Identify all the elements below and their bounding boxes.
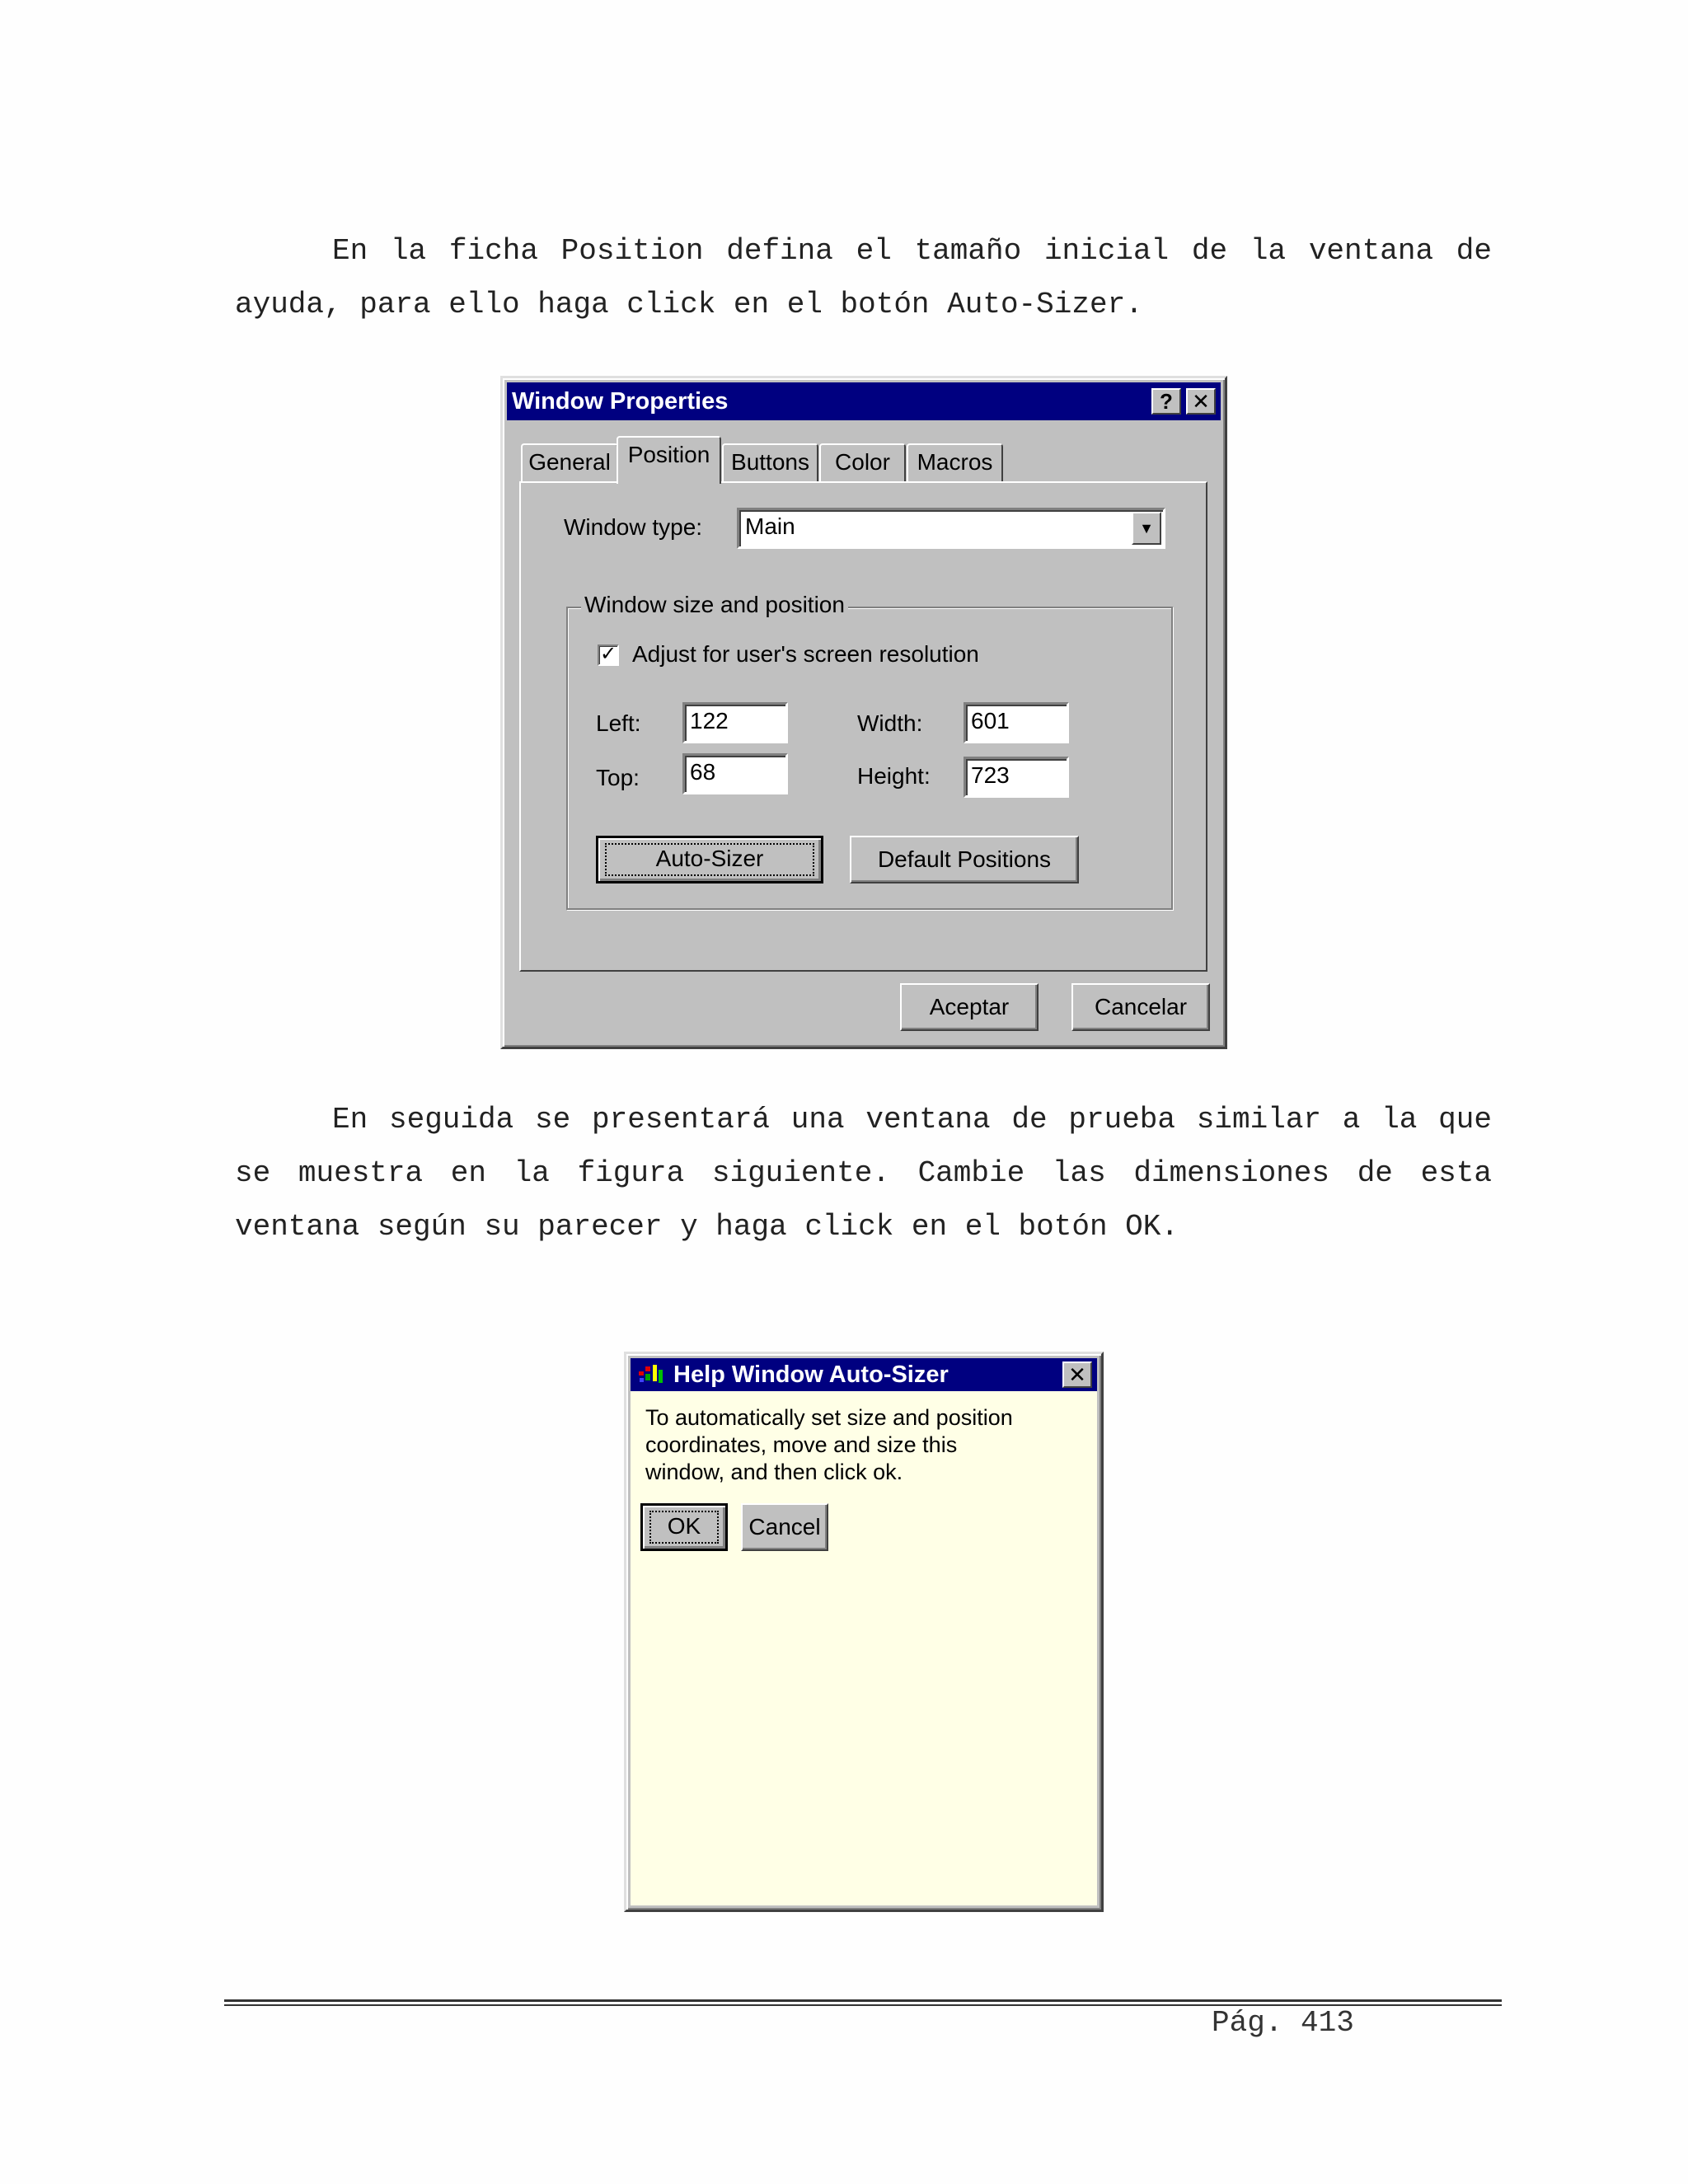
footer-rule bbox=[224, 1999, 1502, 2002]
default-positions-button-label: Default Positions bbox=[877, 846, 1052, 872]
auto-sizer-body bbox=[631, 1391, 1097, 1905]
auto-sizer-titlebar[interactable] bbox=[631, 1358, 1097, 1391]
auto-sizer-button-label: Auto-Sizer bbox=[655, 846, 764, 871]
auto-sizer-window bbox=[624, 1352, 1104, 1912]
top-label: Top: bbox=[596, 765, 640, 790]
window-type-value: Main bbox=[745, 513, 795, 539]
paragraph-next-step bbox=[235, 1093, 1492, 1254]
left-label: Left: bbox=[596, 710, 641, 736]
close-icon[interactable]: ✕ bbox=[1062, 1361, 1092, 1388]
adjust-resolution-label: Adjust for user's screen resolution bbox=[632, 641, 979, 667]
auto-sizer-message: To automatically set size and position coordinates, move and size this window, and then click ok. bbox=[645, 1405, 1013, 1484]
window-size-position-group bbox=[566, 592, 1173, 910]
paragraph-intro bbox=[235, 224, 1492, 331]
cancelar-button[interactable] bbox=[1071, 983, 1210, 1031]
tab-general[interactable]: General bbox=[521, 443, 618, 481]
tab-color[interactable]: Color bbox=[819, 443, 906, 481]
width-label: Width: bbox=[857, 710, 923, 736]
ok-button-label: OK bbox=[667, 1513, 701, 1539]
aceptar-button[interactable] bbox=[900, 983, 1039, 1031]
dialog-title: Window Properties bbox=[512, 388, 729, 415]
tab-macros[interactable]: Macros bbox=[907, 443, 1003, 481]
window-properties-dialog bbox=[500, 376, 1227, 1049]
close-icon[interactable]: ✕ bbox=[1186, 388, 1216, 415]
cancel-button-label: Cancel bbox=[748, 1514, 821, 1540]
cancelar-button-label: Cancelar bbox=[1094, 994, 1188, 1019]
tab-position[interactable]: Position bbox=[617, 436, 721, 484]
tab-buttons[interactable]: Buttons bbox=[722, 443, 818, 481]
help-icon[interactable]: ? bbox=[1151, 388, 1181, 415]
app-icon bbox=[637, 1363, 667, 1386]
dialog-titlebar[interactable] bbox=[507, 382, 1221, 420]
chevron-down-icon[interactable]: ▼ bbox=[1132, 512, 1161, 545]
window-type-label: Window type: bbox=[564, 514, 703, 540]
auto-sizer-button[interactable] bbox=[596, 836, 823, 883]
group-label: Window size and position bbox=[581, 592, 848, 618]
height-label: Height: bbox=[857, 763, 931, 789]
auto-sizer-title: Help Window Auto-Sizer bbox=[673, 1361, 949, 1388]
height-field[interactable]: 723 bbox=[964, 757, 1069, 798]
ok-button[interactable] bbox=[640, 1503, 728, 1551]
window-type-select[interactable] bbox=[737, 508, 1165, 549]
paragraph-text: En seguida se presentará una ventana de prueba similar a la que se muestra en la figura siguiente. Cambie las dimensiones de esta ventana según su parecer y haga click en el botón OK. bbox=[235, 1103, 1492, 1244]
default-positions-button[interactable] bbox=[850, 836, 1079, 883]
paragraph-text: En la ficha Position defina el tamaño inicial de la ventana de ayuda, para ello haga click en el botón Auto-Sizer. bbox=[235, 234, 1492, 321]
cancel-button[interactable] bbox=[741, 1503, 828, 1551]
left-field[interactable]: 122 bbox=[682, 702, 788, 743]
aceptar-button-label: Aceptar bbox=[929, 994, 1010, 1019]
page-number: Pág. 413 bbox=[1212, 2006, 1354, 2040]
width-field[interactable]: 601 bbox=[964, 702, 1069, 743]
top-field[interactable]: 68 bbox=[682, 753, 788, 794]
adjust-resolution-checkbox[interactable]: ✓ bbox=[598, 644, 619, 666]
tab-panel-position bbox=[519, 481, 1207, 972]
